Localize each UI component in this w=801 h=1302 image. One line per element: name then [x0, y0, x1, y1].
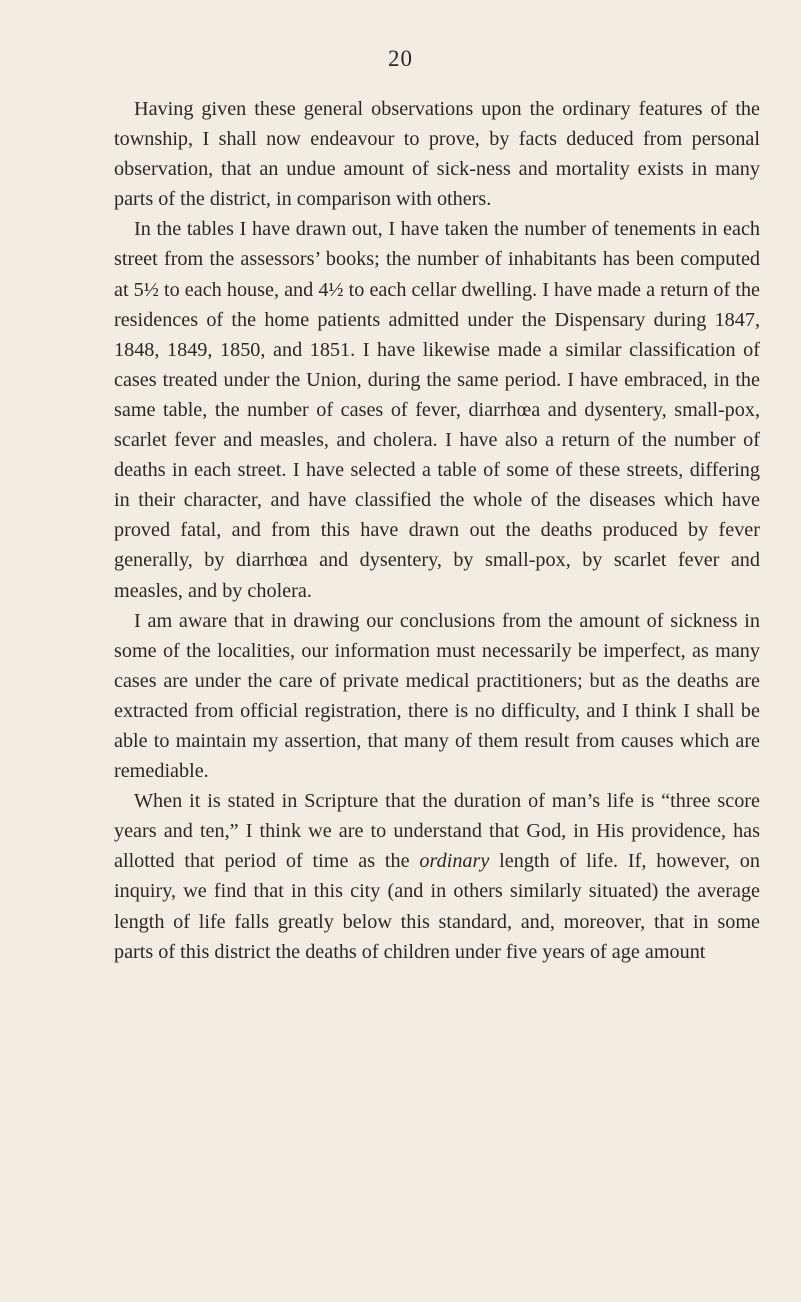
page-number: 20	[388, 46, 413, 71]
italic-word: ordinary	[419, 850, 490, 873]
paragraph-4	[114, 786, 760, 967]
paragraph-3: I am aware that in drawing our conclusions from the amount of sickness in some of the localities, our information must necessarily be imperfect, as many cases are under the care of private medical practitioners; but as the deaths are extracted from official registration, there is no difficulty, and I think I shall be able to maintain my assertion, that many of them result from causes which are remediable.	[114, 609, 760, 783]
paragraph-4-text-a: When it is stated in Scripture that the duration of man’s life is “three score years and ten,” I think we are to understand that God, in His providence, has allotted that period of time as the	[114, 790, 760, 873]
body-text	[114, 94, 760, 967]
paragraph-2: In the tables I have drawn out, I have taken the number of tenements in each street from the assessors’ books; the number of inhabitants has been computed at 5½ to each house, and 4½ to each cellar dwelling. I have made a return of the residences of the home patients admitted under the Dispensary during 1847, 1848, 1849, 1850, and 1851. I have likewise made a similar classification of cases treated under the Union, during the same period. I have embraced, in the same table, the number of cases of fever, diarrhœa and dysentery, small-pox, scarlet fever and measles, and cholera. I have also a return of the number of deaths in each street. I have selected a table of some of these streets, differing in their character, and have classified the whole of the diseases which have proved fatal, and from this have drawn out the deaths produced by fever generally, by diarrhœa and dysentery, by small-pox, by scarlet fever and measles, and by cholera.	[114, 218, 760, 602]
paragraph-4-text-b: length of life. If, however, on inquiry, we find that in this city (and in others similarly situated) the average length of life falls greatly below this standard, and, moreover, that in some parts of this district the deaths of children under five years of age amount	[114, 850, 760, 963]
paragraph-1: Having given these general observations upon the ordinary features of the township, I shall now endeavour to prove, by facts deduced from personal observation, that an undue amount of sick-ness and mortality exists in many parts of the district, in comparison with others.	[114, 98, 760, 211]
